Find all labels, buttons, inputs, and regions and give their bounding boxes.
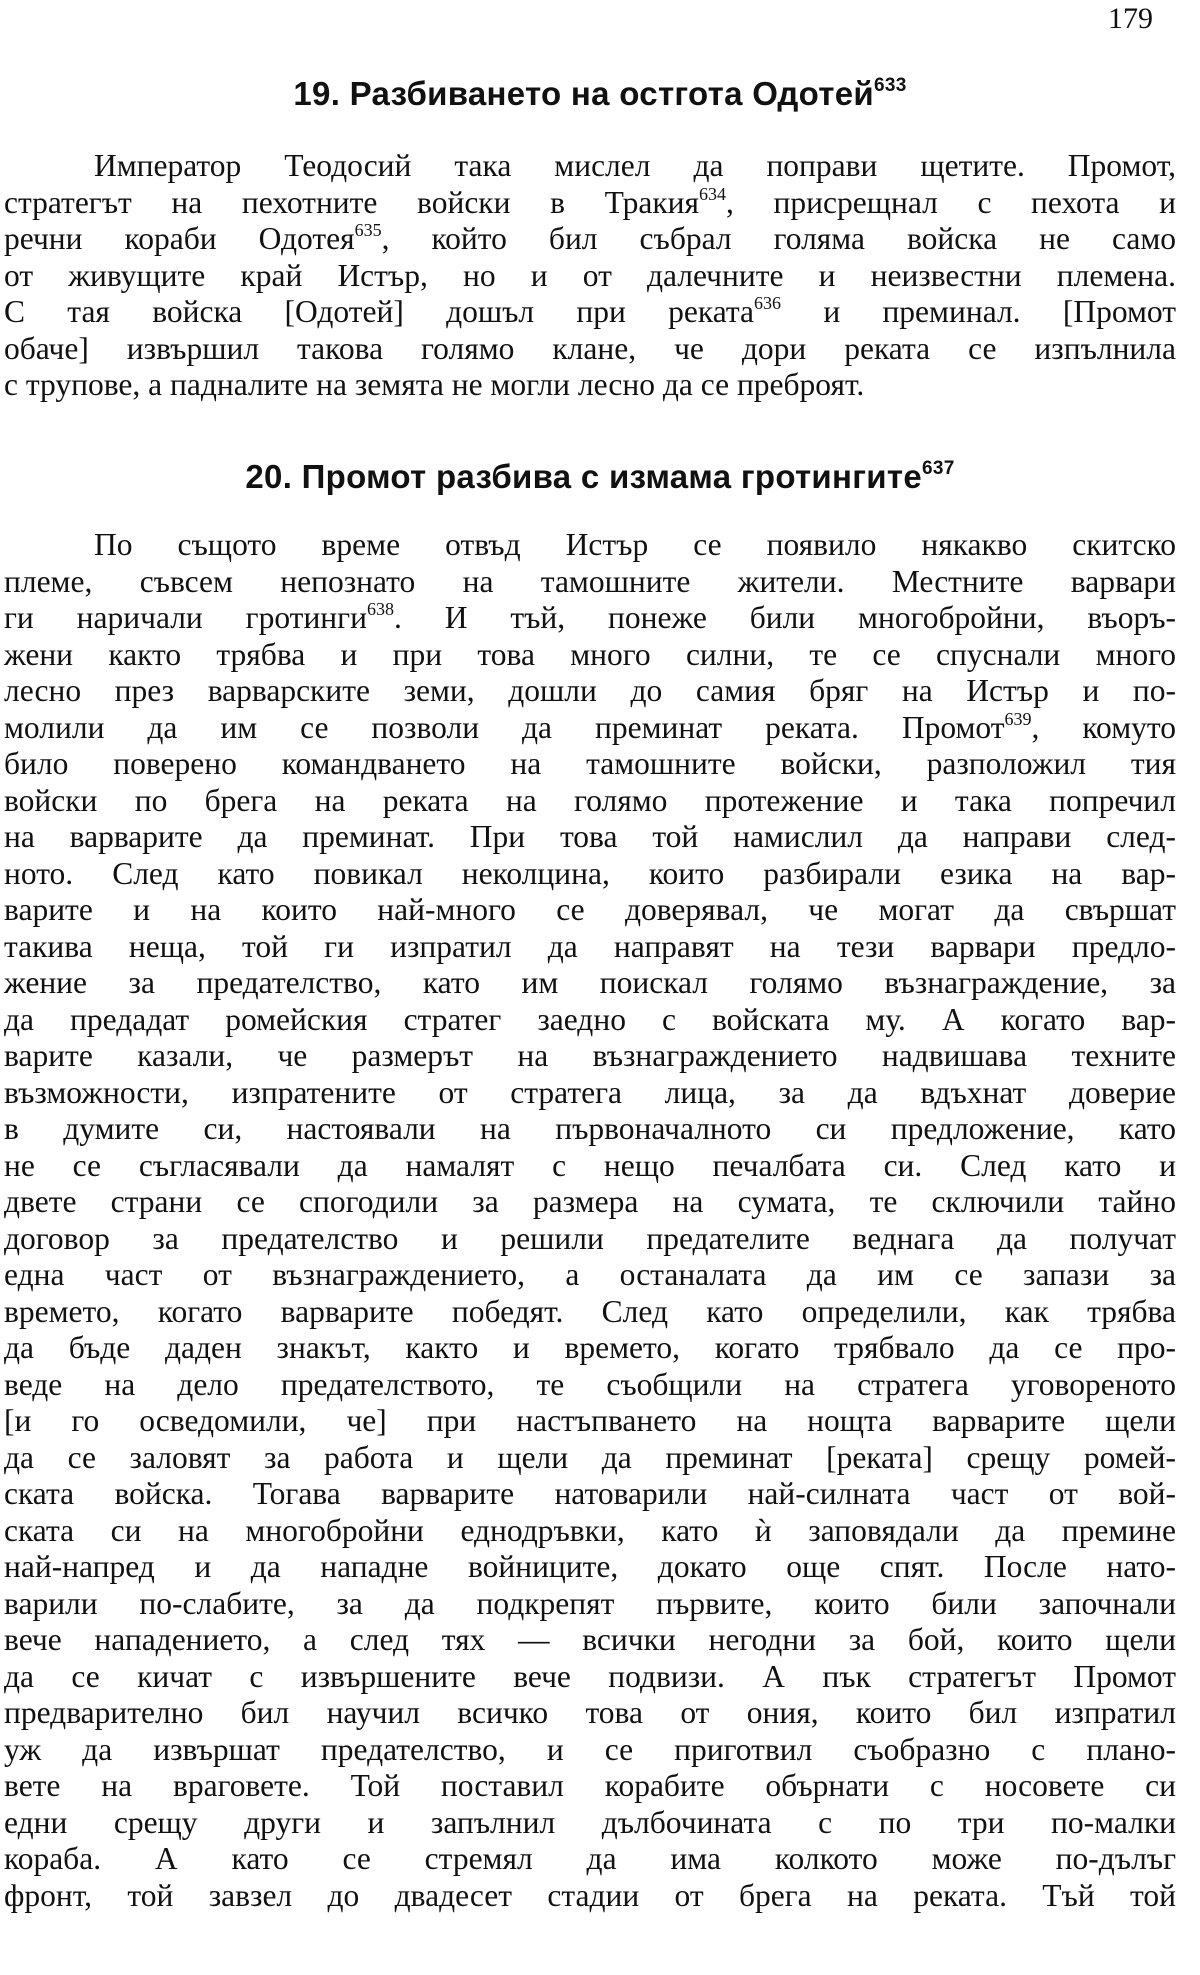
text-line: жени както трябва и при това много силни, те се спуснали много [4,636,1176,672]
text-line: обаче] извършил такова голямо клане, че дори реката се изпълнила [4,330,1176,366]
footnote-ref: 636 [754,293,782,313]
text-line: уж да извършат предателство, и се приготвил съобразно с плано- [4,1731,1176,1767]
footnote-ref: 639 [1004,708,1032,729]
text-line: жение за предателство, като им поискал голямо възнаграждение, за [4,965,1176,1000]
text-line: войски по брега на реката на голямо протежение и така попречил [4,782,1176,818]
text-line: такива неща, той ги изпратил да направят на тези варвари предло- [4,928,1176,964]
footnote-ref: 634 [699,183,727,204]
section-title: 19. Разбиването на остгота Одотей [293,75,874,112]
text-line: ската си на многобройни еднодръвки, като ѝ заповядали да премине [4,1512,1176,1548]
text-line: да бъде даден знакът, както и времето, когато трябвало да се про- [4,1330,1176,1365]
text-line: от живущите край Истър, но и от далечните и неизвестни племена. [4,257,1176,293]
text-line: една част от възнаграждението, а останалата да им се запази за [4,1257,1176,1292]
footnote-ref: 633 [873,75,907,96]
text-line: с трупове, а падналите на земята не могли лесно да се преброят. [4,367,865,402]
text-line: С тая войска [Одотей] дошъл при реката$^{636}$ и преминал. [Промот [4,293,1176,329]
text-line: не се съгласявали да намалят с нещо печалбата си. След като и [4,1147,1176,1183]
text-line: лесно през варварските земи, дошли до самия бряг на Истър и по- [4,673,1176,708]
text-line: кораба. А като се стремял да има колкото може по-дълъг [4,1841,1176,1876]
text-line: молили да им се позволи да преминат реката. Промот$^{639}$, комуто [4,708,1176,745]
text-line: едни срещу други и запълнил дълбочината с по три по-малки [4,1804,1176,1840]
text-line: договор за предателство и решили предателите веднага да получат [4,1220,1176,1256]
text-line: ги наричали гротинги$^{638}$. И тъй, понеже били многобройни, въоръ- [4,599,1176,635]
text-line: да се кичат с извършените вече подвизи. А пък стратегът Промот [4,1658,1176,1694]
text-line: вече нападението, а след тях — всички негодни за бой, които щели [4,1622,1176,1657]
section-heading [0,458,1200,496]
text-line: варите казали, че размерът на възнаграждението надвишава техните [4,1038,1176,1073]
text-line: Император Теодосий така мислел да поправи щетите. Промот, [94,148,1176,183]
text-line: двете страни се спогодили за размера на сумата, те сключили тайно [4,1184,1176,1219]
text-line: По същото време отвъд Истър се появило някакво скитско [94,527,1176,562]
text-line: племе, съвсем непознато на тамошните жители. Местните варвари [4,563,1176,599]
text-line: варите и на които най-много се доверявал, че могат да свършат [4,892,1176,927]
text-line: речни кораби Одотея$^{635}$, който бил събрал голяма войска не само [4,220,1177,256]
text-line: веде на дело предателството, те съобщили на стратега уговореното [4,1366,1176,1402]
text-line: възможности, изпратените от стратега лица, за да вдъхнат доверие [4,1074,1176,1110]
footnote-ref: 638 [366,599,394,619]
page-number: 179 [1108,2,1153,35]
text-line: предварително бил научил всичко това от ония, които бил изпратил [4,1695,1176,1730]
section-body [4,527,1176,1914]
text-line: в думите си, настоявали на първоначалното си предложение, като [4,1111,1176,1146]
text-line: ното. След като повикал неколцина, които разбирали езика на вар- [4,855,1176,891]
text-line: вете на враговете. Той поставил корабите обърнати с носовете си [4,1768,1176,1803]
text-line: на варварите да преминат. При това той намислил да направи след- [4,819,1176,854]
text-line: [и го осведомили, че] при настъпването на нощта варварите щели [4,1403,1176,1438]
section-title: 20. Промот разбива с измама гротингите [245,458,922,495]
text-line: фронт, той завзел до двадесет стадии от брега на реката. Тъй той [4,1877,1176,1913]
footnote-ref: 635 [354,220,382,240]
text-line: стратегът на пехотните войски в Тракия$^{634}$, присрещнал с пехота и [4,183,1176,220]
section-heading [0,75,1200,113]
text-line: времето, когато варварите победят. След като определили, как трябва [4,1293,1176,1329]
text-line: ската войска. Тогава варварите натоварили най-силната част от вой- [4,1476,1176,1511]
text-line: било поверено командването на тамошните войски, разположил тия [4,746,1176,781]
text-line: да предадат ромейския стратег заедно с войската му. А когато вар- [4,1001,1176,1037]
text-line: варили по-слабите, за да подкрепят първите, които били започнали [4,1585,1176,1621]
text-line: да се заловят за работа и щели да преминат [реката] срещу ромей- [4,1439,1176,1475]
footnote-ref: 637 [922,458,955,479]
section-body [4,148,1176,404]
text-line: най-напред и да нападне войниците, докато още спят. После нато- [4,1549,1176,1584]
